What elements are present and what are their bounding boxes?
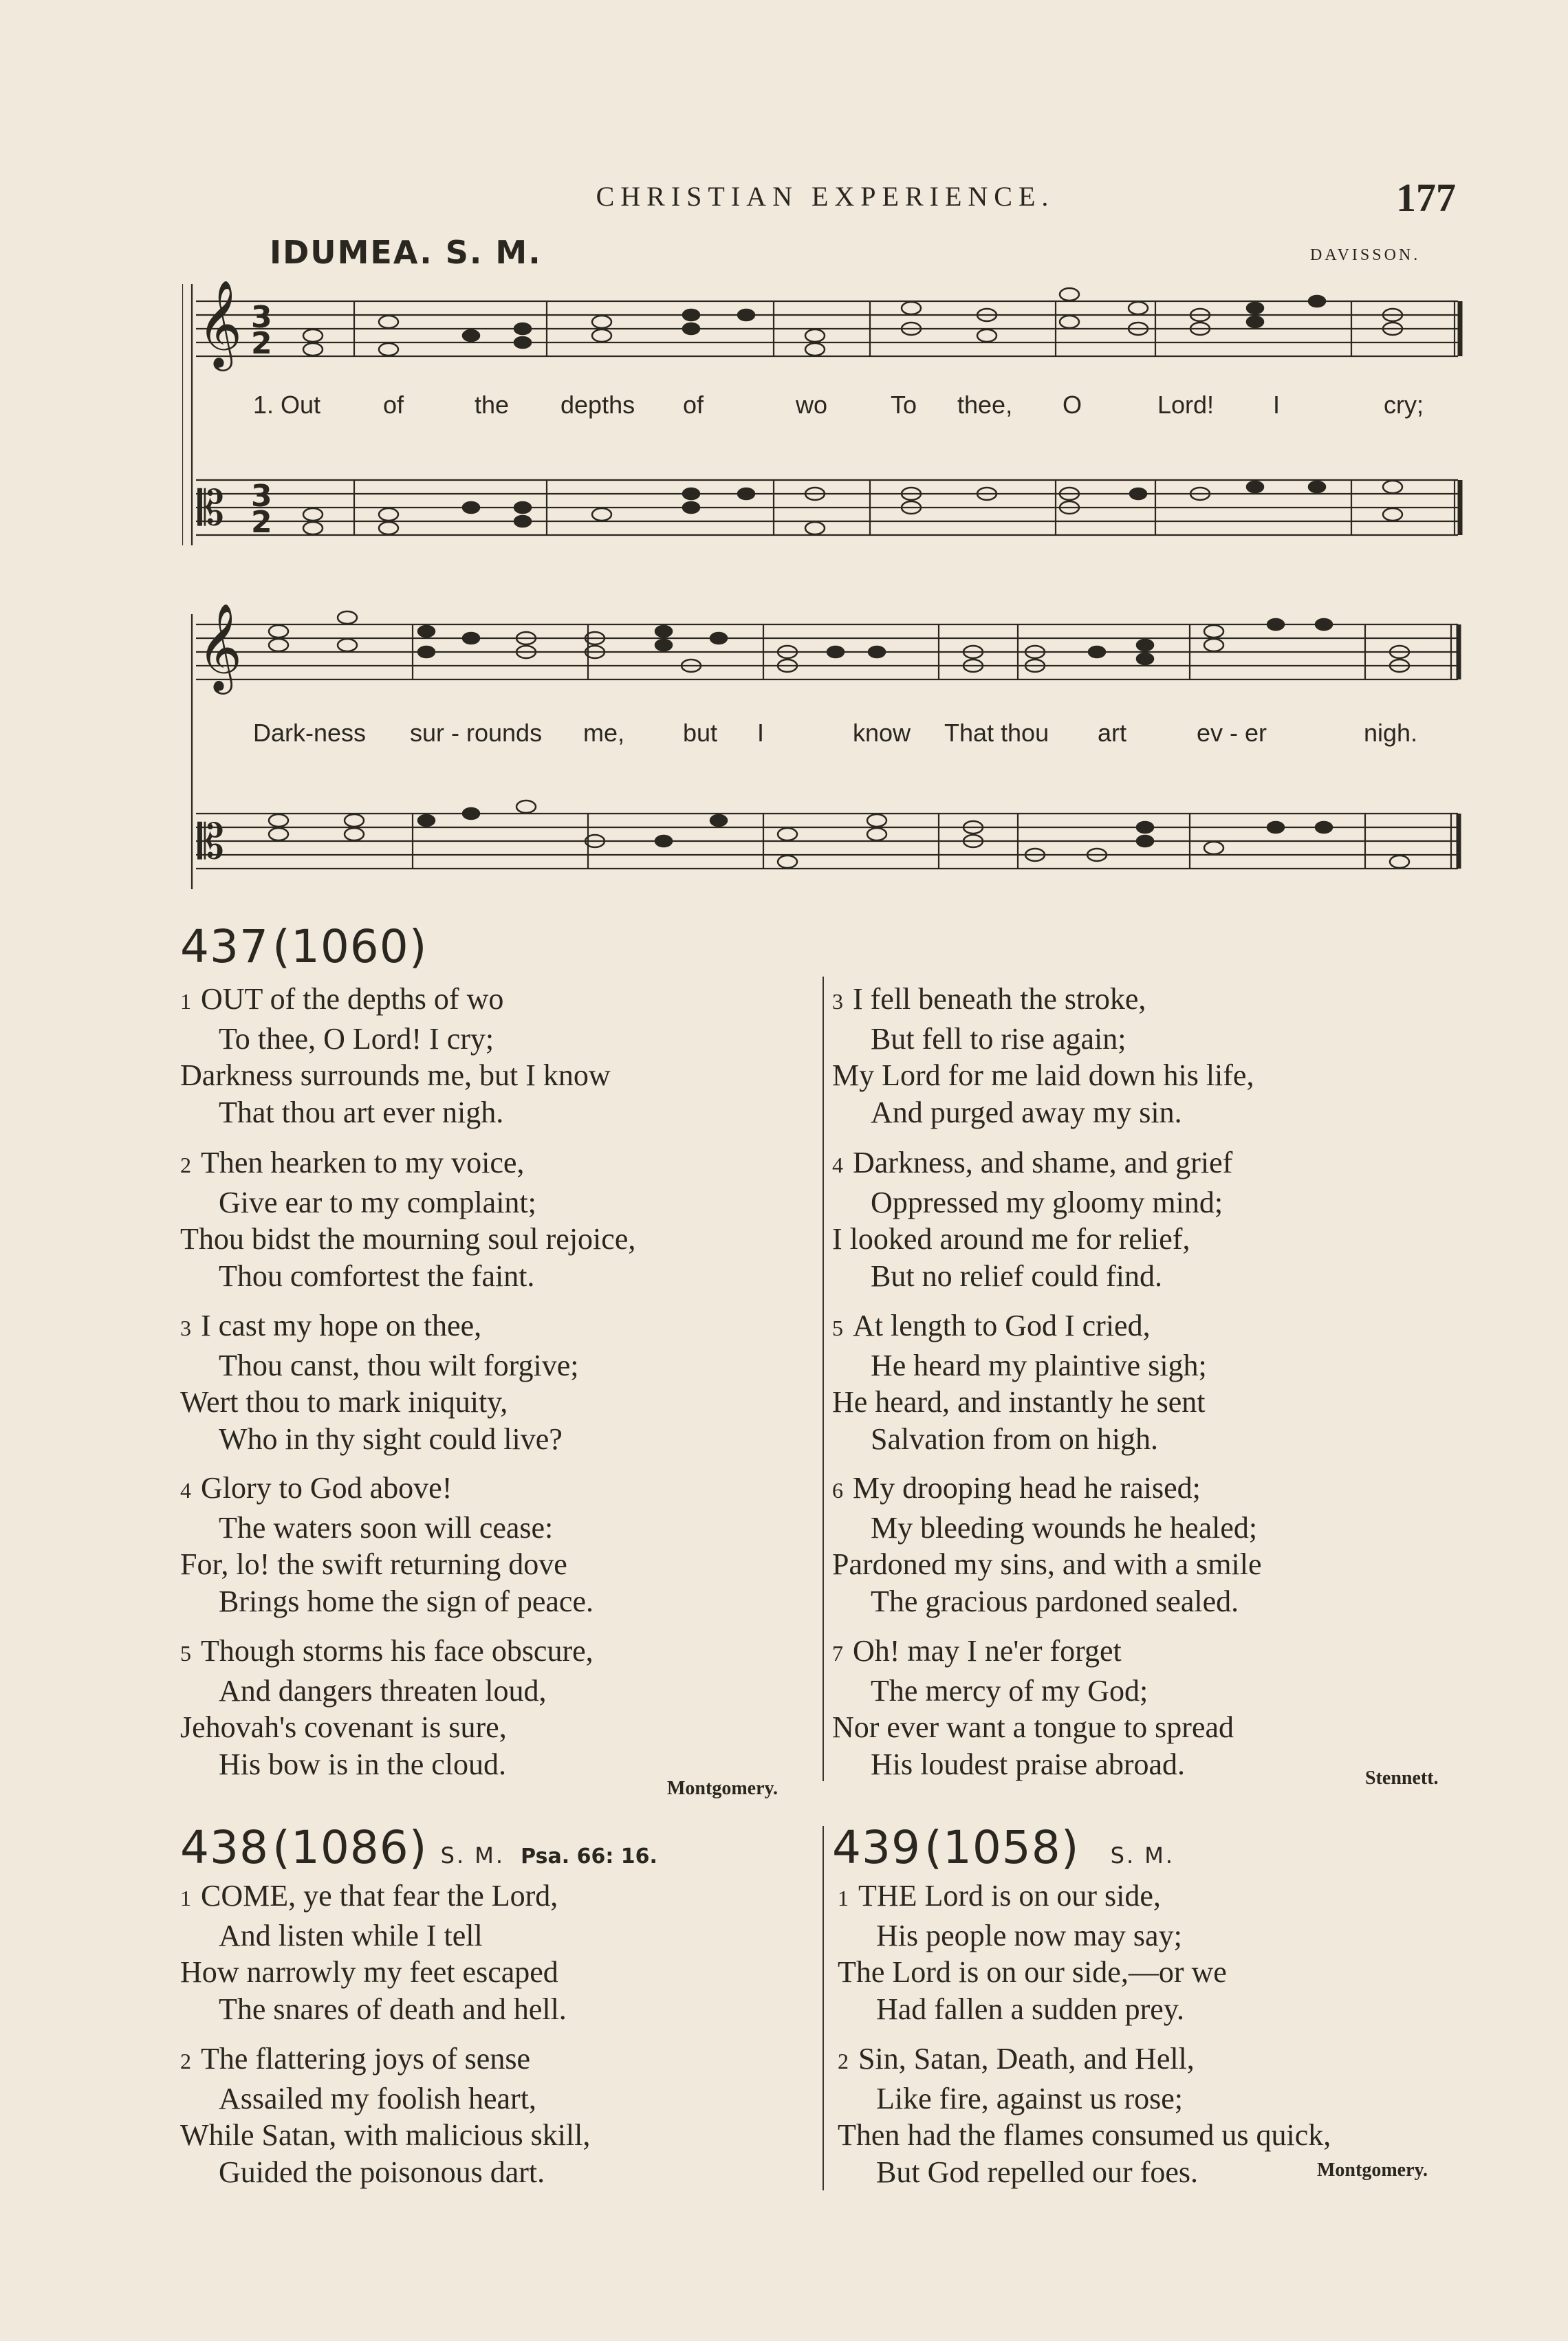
- verse-line: Salvation from on high.: [871, 1422, 1158, 1456]
- verse-line: Thou canst, thou wilt forgive;: [219, 1348, 579, 1382]
- hymn-alt-number: (1086): [272, 1821, 428, 1874]
- verse-line: Like fire, against us rose;: [876, 2081, 1183, 2115]
- stanza-number: 4: [180, 1478, 191, 1503]
- lyric-syllable: I: [757, 719, 765, 747]
- verse-line: How narrowly my feet escaped: [180, 1955, 558, 1989]
- verse-line: I fell beneath the stroke,: [853, 982, 1146, 1016]
- running-title: CHRISTIAN EXPERIENCE.: [596, 181, 1055, 212]
- verse-line: Nor ever want a tongue to spread: [832, 1710, 1234, 1744]
- stanza-number: 3: [180, 1316, 191, 1340]
- verse-line: The Lord is on our side,—or we: [838, 1955, 1227, 1989]
- hymn-number: 439: [832, 1821, 921, 1874]
- stanza-number: 2: [838, 2049, 849, 2073]
- verse-line: The flattering joys of sense: [201, 2042, 530, 2076]
- lyric-syllable: ev - er: [1197, 719, 1267, 747]
- hymn-number: 437: [180, 920, 269, 973]
- verse-line: To thee, O Lord! I cry;: [219, 1021, 494, 1056]
- stanza: [832, 981, 1254, 1131]
- stanza: [180, 981, 611, 1131]
- page-number: 177: [1396, 175, 1456, 220]
- verse-line: And dangers threaten loud,: [219, 1673, 547, 1708]
- verse-line: The waters soon will cease:: [219, 1510, 554, 1545]
- stanza: [180, 2040, 590, 2190]
- lyric-syllable: O: [1063, 391, 1082, 419]
- hymn-heading: [180, 920, 428, 973]
- svg-text:𝄡: 𝄡: [197, 480, 225, 536]
- author-credit: Stennett.: [1365, 1767, 1439, 1789]
- verse-line: Glory to God above!: [201, 1471, 453, 1505]
- stanza: [832, 1470, 1262, 1620]
- verse-line: Pardoned my sins, and with a smile: [832, 1547, 1262, 1581]
- stanza-number: 2: [180, 1153, 191, 1177]
- verse-line: Darkness, and shame, and grief: [853, 1146, 1233, 1179]
- hymn-scripture: Psa. 66: 16.: [521, 1844, 657, 1869]
- lyric-syllable: That thou: [944, 719, 1049, 747]
- lyric-syllable: know: [853, 719, 911, 747]
- verse-line: I looked around me for relief,: [832, 1222, 1190, 1256]
- stanza: [180, 1144, 635, 1294]
- verse-line: But no relief could find.: [871, 1259, 1163, 1293]
- verse-line: The mercy of my God;: [871, 1673, 1148, 1708]
- column-divider: [823, 1826, 824, 2190]
- verse-line: The gracious pardoned sealed.: [871, 1584, 1239, 1618]
- verse-line: For, lo! the swift returning dove: [180, 1547, 567, 1581]
- svg-text:𝄞: 𝄞: [197, 602, 243, 690]
- lyric-syllable: To: [891, 391, 917, 419]
- verse-line: My drooping head he raised;: [853, 1471, 1201, 1505]
- hymn-heading: [832, 1821, 1175, 1874]
- verse-line: He heard my plaintive sigh;: [871, 1348, 1207, 1382]
- hymn-number: 438: [180, 1821, 269, 1874]
- verse-line: Guided the poisonous dart.: [219, 2155, 545, 2189]
- composer: DAVISSON.: [1310, 246, 1421, 264]
- verse-line: His people now may say;: [876, 1918, 1182, 1952]
- music-system-2: [182, 597, 1465, 893]
- verse-line: I cast my hope on thee,: [201, 1309, 482, 1342]
- verse-line: But God repelled our foes.: [876, 2155, 1198, 2189]
- stanza-number: 7: [832, 1641, 843, 1666]
- tune-name: IDUMEA. S. M.: [270, 234, 542, 271]
- lyric-syllable: depths: [560, 391, 635, 419]
- stanza: [180, 1307, 578, 1457]
- verse-line: Then hearken to my voice,: [201, 1146, 525, 1179]
- verse-line: The snares of death and hell.: [219, 1992, 567, 2026]
- svg-text:𝄞: 𝄞: [197, 281, 243, 367]
- verse-line: Thou bidst the mourning soul rejoice,: [180, 1222, 636, 1256]
- verse-line: My bleeding wounds he healed;: [871, 1510, 1258, 1545]
- lyric-syllable: I: [1273, 391, 1281, 419]
- stanza: [180, 1470, 594, 1620]
- hymn-alt-number: (1060): [272, 920, 428, 973]
- lyric-syllable: 1. Out: [253, 391, 321, 419]
- verse-line: Thou comfortest the faint.: [219, 1259, 535, 1293]
- verse-line: His loudest praise abroad.: [871, 1747, 1185, 1781]
- lyric-syllable: thee,: [957, 391, 1013, 419]
- verse-line: Oppressed my gloomy mind;: [871, 1185, 1223, 1219]
- stanza-number: 6: [832, 1478, 843, 1503]
- verse-line: THE Lord is on our side,: [858, 1879, 1161, 1913]
- svg-text:3: 3: [251, 479, 272, 514]
- svg-text:𝄡: 𝄡: [197, 814, 225, 870]
- stanza-number: 3: [832, 989, 843, 1014]
- stanza-number: 5: [180, 1641, 191, 1666]
- verse-line: And listen while I tell: [219, 1918, 483, 1952]
- verse-line: OUT of the depths of wo: [201, 982, 504, 1016]
- lyric-syllable: but: [683, 719, 718, 747]
- verse-line: Had fallen a sudden prey.: [876, 1992, 1184, 2026]
- stanza: [838, 1877, 1227, 2027]
- stanza-number: 1: [838, 1886, 849, 1910]
- author-credit: Montgomery.: [667, 1778, 778, 1799]
- verse-line: Wert thou to mark iniquity,: [180, 1385, 508, 1419]
- stanza: [838, 2040, 1331, 2190]
- verse-line: COME, ye that fear the Lord,: [201, 1879, 558, 1913]
- verse-line: He heard, and instantly he sent: [832, 1385, 1206, 1419]
- verse-line: Jehovah's covenant is sure,: [180, 1710, 507, 1744]
- svg-text:2: 2: [251, 326, 272, 361]
- lyric-syllable: art: [1098, 719, 1127, 747]
- verse-line: Oh! may I ne'er forget: [853, 1634, 1122, 1668]
- svg-text:3: 3: [251, 300, 272, 335]
- stanza-number: 1: [180, 989, 191, 1014]
- hymn-heading: [180, 1821, 657, 1874]
- stanza: [832, 1144, 1232, 1294]
- lyric-syllable: Lord!: [1157, 391, 1215, 419]
- stanza-number: 2: [180, 2049, 191, 2073]
- stanza: [832, 1633, 1234, 1783]
- verse-line: Brings home the sign of peace.: [219, 1584, 594, 1618]
- lyric-syllable: the: [475, 391, 510, 419]
- staff-notation: [182, 597, 1465, 893]
- stanza-number: 1: [180, 1886, 191, 1910]
- column-divider: [823, 977, 824, 1781]
- verse-line: His bow is in the cloud.: [219, 1747, 506, 1781]
- stanza: [180, 1877, 567, 2027]
- lyric-syllable: me,: [583, 719, 625, 747]
- verse-line: Who in thy sight could live?: [219, 1422, 563, 1456]
- verse-line: Assailed my foolish heart,: [219, 2081, 536, 2115]
- lyric-syllable: nigh.: [1364, 719, 1418, 747]
- lyric-syllable: sur - rounds: [410, 719, 543, 747]
- svg-text:2: 2: [251, 505, 272, 540]
- verse-line: And purged away my sin.: [871, 1095, 1182, 1129]
- lyric-syllable: wo: [796, 391, 828, 419]
- verse-line: But fell to rise again;: [871, 1021, 1126, 1056]
- lyric-syllable: Dark-ness: [253, 719, 367, 747]
- verse-line: While Satan, with malicious skill,: [180, 2118, 591, 2152]
- hymn-meter: S. M.: [1110, 1842, 1175, 1869]
- stanza-number: 5: [832, 1316, 843, 1340]
- author-credit: Montgomery.: [1317, 2159, 1428, 2181]
- stanza: [832, 1307, 1207, 1457]
- stanza-number: 4: [832, 1153, 843, 1177]
- verse-line: Darkness surrounds me, but I know: [180, 1058, 611, 1092]
- verse-line: My Lord for me laid down his life,: [832, 1058, 1254, 1092]
- verse-line: That thou art ever nigh.: [219, 1095, 504, 1129]
- lyric-syllable: of: [683, 391, 704, 419]
- verse-line: Sin, Satan, Death, and Hell,: [858, 2042, 1195, 2076]
- lyric-syllable: cry;: [1384, 391, 1424, 419]
- stanza: [180, 1633, 594, 1783]
- hymn-alt-number: (1058): [924, 1821, 1080, 1874]
- verse-line: At length to God I cried,: [853, 1309, 1151, 1342]
- hymn-meter: S. M.: [440, 1842, 505, 1869]
- lyric-syllable: of: [383, 391, 404, 419]
- verse-line: Though storms his face obscure,: [201, 1634, 594, 1668]
- verse-line: Give ear to my complaint;: [219, 1185, 536, 1219]
- verse-line: Then had the flames consumed us quick,: [838, 2118, 1331, 2152]
